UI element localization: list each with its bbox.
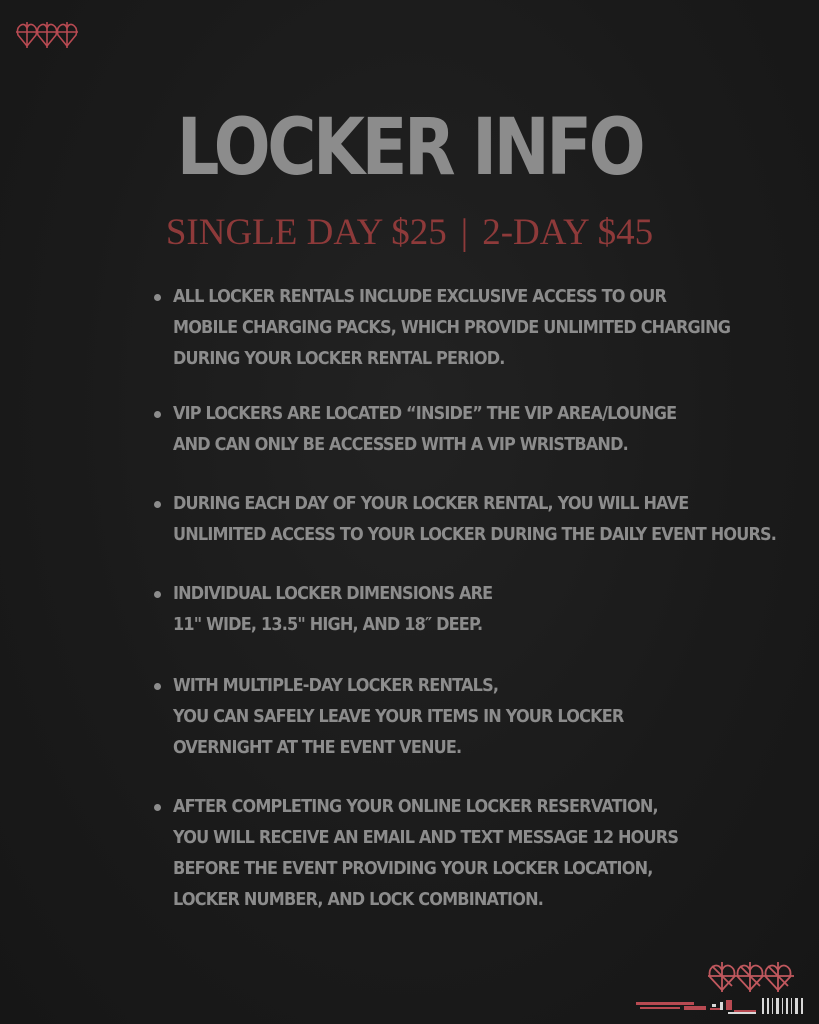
list-item-text: ALL LOCKER RENTALS INCLUDE EXCLUSIVE ACCESS TO OUR MOBILE CHARGING PACKS, WHICH PROVIDE UNLIMITED CHARGING DURING YOUR LOCKER RENTAL PERIOD. (173, 287, 731, 369)
glitch-decoration-icon (636, 996, 804, 1018)
list-item-text: VIP LOCKERS ARE LOCATED “INSIDE” THE VIP AREA/LOUNGE AND CAN ONLY BE ACCESSED WITH A VIP WRISTBAND. (173, 404, 677, 455)
price-separator: | (460, 212, 469, 253)
price-line (0, 208, 819, 258)
triple-heart-logo-icon (16, 18, 78, 50)
two-day-price: 2-DAY $45 (482, 212, 654, 253)
list-item (150, 399, 790, 461)
list-item-text: INDIVIDUAL LOCKER DIMENSIONS ARE 11" WIDE, 13.5" HIGH, AND 18″ DEEP. (173, 584, 493, 635)
list-item (150, 579, 790, 641)
list-item (150, 282, 790, 375)
list-item-text: WITH MULTIPLE-DAY LOCKER RENTALS, YOU CAN SAFELY LEAVE YOUR ITEMS IN YOUR LOCKER OVERNIGHT AT THE EVENT VENUE. (173, 676, 624, 758)
bullet-dot-icon (154, 294, 161, 301)
list-item (150, 489, 790, 551)
triple-heart-logo-icon (708, 958, 794, 994)
bullet-dot-icon (154, 804, 161, 811)
bullet-dot-icon (154, 501, 161, 508)
list-item-text: AFTER COMPLETING YOUR ONLINE LOCKER RESERVATION, YOU WILL RECEIVE AN EMAIL AND TEXT MESSAGE 12 HOURS BEFORE THE EVENT PROVIDING YOUR LOCKER LOCATION, LOCKER NUMBER, AND LOCK COMBINATION. (173, 797, 679, 910)
bullet-dot-icon (154, 411, 161, 418)
page-title: LOCKER INFO (176, 103, 643, 193)
single-day-price: SINGLE DAY $25 (165, 212, 447, 253)
list-item (150, 671, 790, 764)
list-item (150, 792, 790, 916)
bullet-dot-icon (154, 683, 161, 690)
list-item-text: DURING EACH DAY OF YOUR LOCKER RENTAL, YOU WILL HAVE UNLIMITED ACCESS TO YOUR LOCKER DURING THE DAILY EVENT HOURS. (173, 494, 777, 545)
bullet-dot-icon (154, 591, 161, 598)
